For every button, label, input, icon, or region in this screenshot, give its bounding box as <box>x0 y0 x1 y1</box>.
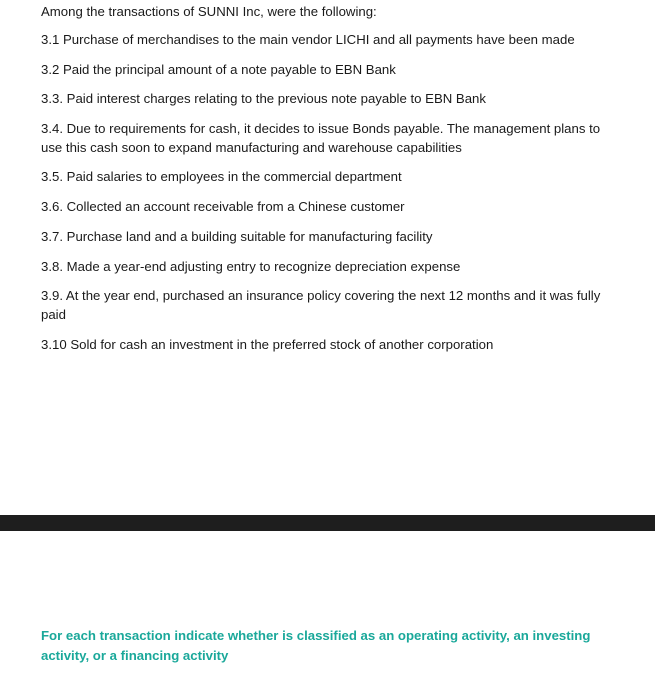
transaction-item: 3.10 Sold for cash an investment in the preferred stock of another corporation <box>41 337 494 352</box>
transaction-item: 3.5. Paid salaries to employees in the commercial department <box>41 169 402 184</box>
transaction-item: 3.2 Paid the principal amount of a note payable to EBN Bank <box>41 62 396 77</box>
transaction-item: 3.4. Due to requirements for cash, it decides to issue Bonds payable. The management plans to use this cash soon to expand manufacturing and warehouse capabilities <box>41 121 601 155</box>
section-divider <box>0 515 655 531</box>
transaction-item: 3.9. At the year end, purchased an insurance policy covering the next 12 months and it was fully paid <box>41 288 601 322</box>
transaction-item: 3.7. Purchase land and a building suitable for manufacturing facility <box>41 229 433 244</box>
transaction-item: 3.6. Collected an account receivable from a Chinese customer <box>41 199 405 214</box>
question-prompt: For each transaction indicate whether is classified as an operating activity, an investing activity, or a financing activity <box>41 628 591 663</box>
intro-text: Among the transactions of SUNNI Inc, were the following: <box>41 4 377 19</box>
transaction-item: 3.3. Paid interest charges relating to the previous note payable to EBN Bank <box>41 91 486 106</box>
transaction-item: 3.8. Made a year-end adjusting entry to recognize depreciation expense <box>41 259 461 274</box>
transaction-item: 3.1 Purchase of merchandises to the main vendor LICHI and all payments have been made <box>41 32 575 47</box>
